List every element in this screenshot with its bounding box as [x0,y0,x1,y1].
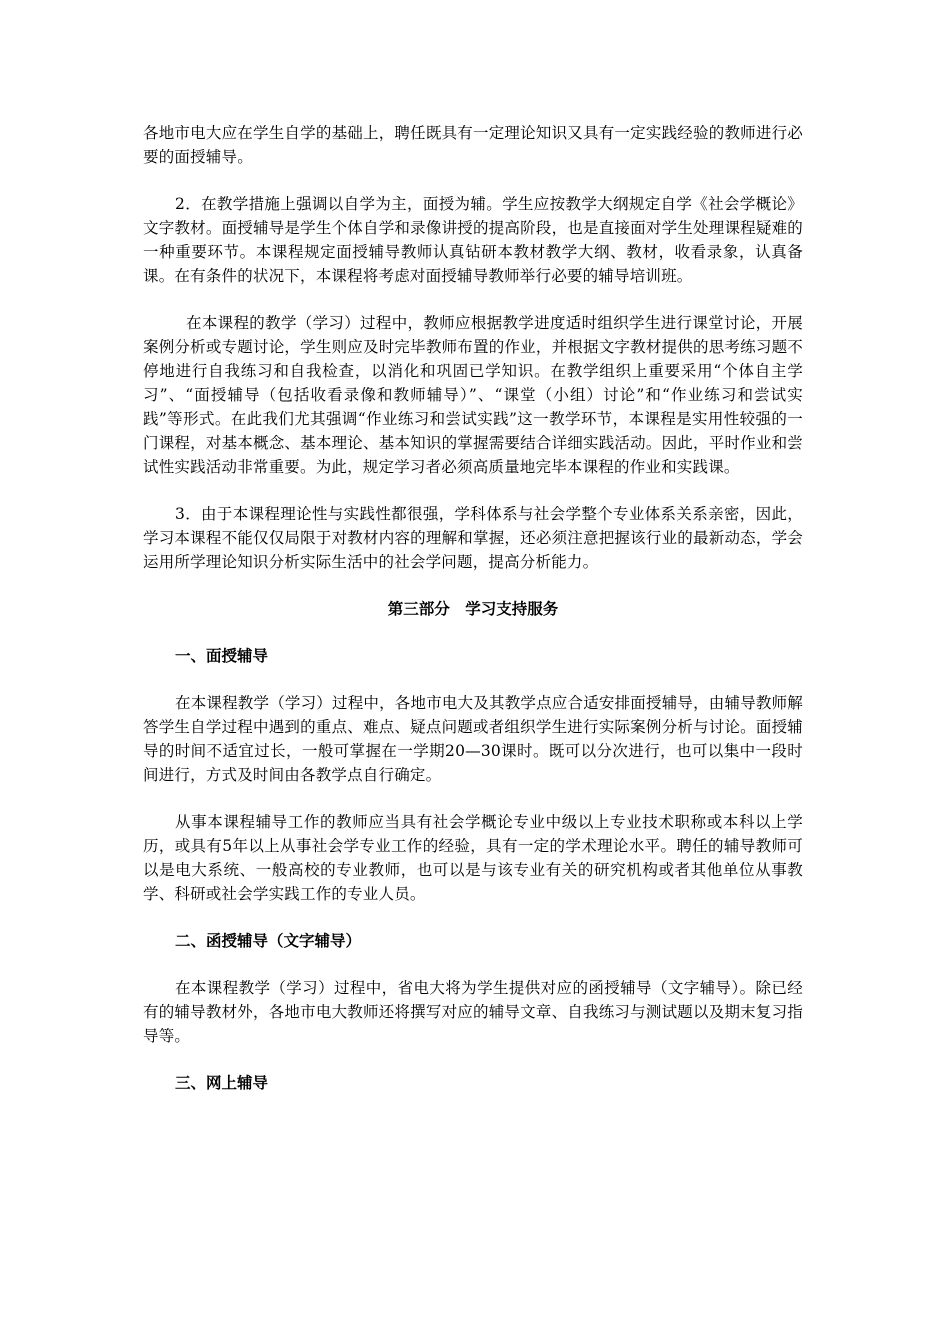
paragraph-gap [143,479,803,502]
paragraph-gap [143,574,803,597]
paragraph-teaching-process: 在本课程的教学（学习）过程中，教师应根据教学进度适时组织学生进行课堂讨论，开展案例分析或专题讨论，学生则应及时完毕教师布置的作业，并根据文字教材提供的思考练习题不停地进行自我练习和自我检查，以消化和巩固已学知识。在教学组织上重要采用“个体自主学习”、“面授辅导（包括收看录像和教师辅导）”、“课堂（小组）讨论”和“作业练习和尝试实践”等形式。在此我们尤其强调“作业练习和尝试实践”这一教学环节，本课程是实用性较强的一门课程，对基本概念、基本理论、基本知识的掌握需要结合详细实践活动。因此，平时作业和尝试性实践活动非常重要。为此，规定学习者必须高质量地完毕本课程的作业和实践课。 [143,314,803,476]
paragraph-teaching-measures: 2．在教学措施上强调以自学为主，面授为辅。学生应按教学大纲规定自学《社会学概论》文字教材。面授辅导是学生个体自学和录像讲授的提高阶段，也是直接面对学生处理课程疑难的一种重要环节。本课程规定面授辅导教师认真钻研本教材教学大纲、教材，收看录象，认真备课。在有条件的状况下，本课程将考虑对面授辅导教师举行必要的辅导培训班。 [143,195,803,285]
document-page [143,121,803,1095]
paragraph-gap [143,787,803,810]
section-title: 第三部分 学习支持服务 [387,600,559,618]
paragraph-theory-practice: 3．由于本课程理论性与实践性都很强，学科体系与社会学整个专业体系关系亲密，因此，学习本课程不能仅仅局限于对教材内容的理解和掌握，还必须注意把握该行业的最新动态，学会运用所学理论知识分析实际生活中的社会学问题，提高分析能力。 [143,505,803,571]
heading-correspondence: 二、函授辅导（文字辅导） [175,932,362,950]
paragraph-gap [143,1048,803,1071]
paragraph-continuation: 各地市电大应在学生自学的基础上，聘任既具有一定理论知识又具有一定实践经验的教师进行必要的面授辅导。 [143,124,803,166]
paragraph-gap [143,668,803,691]
paragraph-gap [143,169,803,192]
paragraph-correspondence: 在本课程教学（学习）过程中，省电大将为学生提供对应的函授辅导（文字辅导）。除已经有的辅导教材外，各地市电大教师还将撰写对应的辅导文章、自我练习与测试题以及期末复习指导等。 [143,979,803,1045]
paragraph-gap [143,953,803,976]
heading-online: 三、网上辅导 [175,1074,269,1092]
heading-face-to-face: 一、面授辅导 [175,647,269,665]
paragraph-face-to-face-1: 在本课程教学（学习）过程中，各地市电大及其教学点应合适安排面授辅导，由辅导教师解答学生自学过程中遇到的重点、难点、疑点问题或者组织学生进行实际案例分析与讨论。面授辅导的时间不适宜过长，一般可掌握在一学期20—30课时。既可以分次进行，也可以集中一段时间进行，方式及时间由各教学点自行确定。 [143,694,804,784]
paragraph-face-to-face-2: 从事本课程辅导工作的教师应当具有社会学概论专业中级以上专业技术职称或本科以上学历，或具有5年以上从事社会学专业工作的经验，具有一定的学术理论水平。聘任的辅导教师可以是电大系统、一般高校的专业教师，也可以是与该专业有关的研究机构或者其他单位从事教学、科研或社会学实践工作的专业人员。 [143,813,803,903]
paragraph-gap [143,906,803,929]
paragraph-gap [143,288,803,311]
paragraph-gap [143,621,803,644]
